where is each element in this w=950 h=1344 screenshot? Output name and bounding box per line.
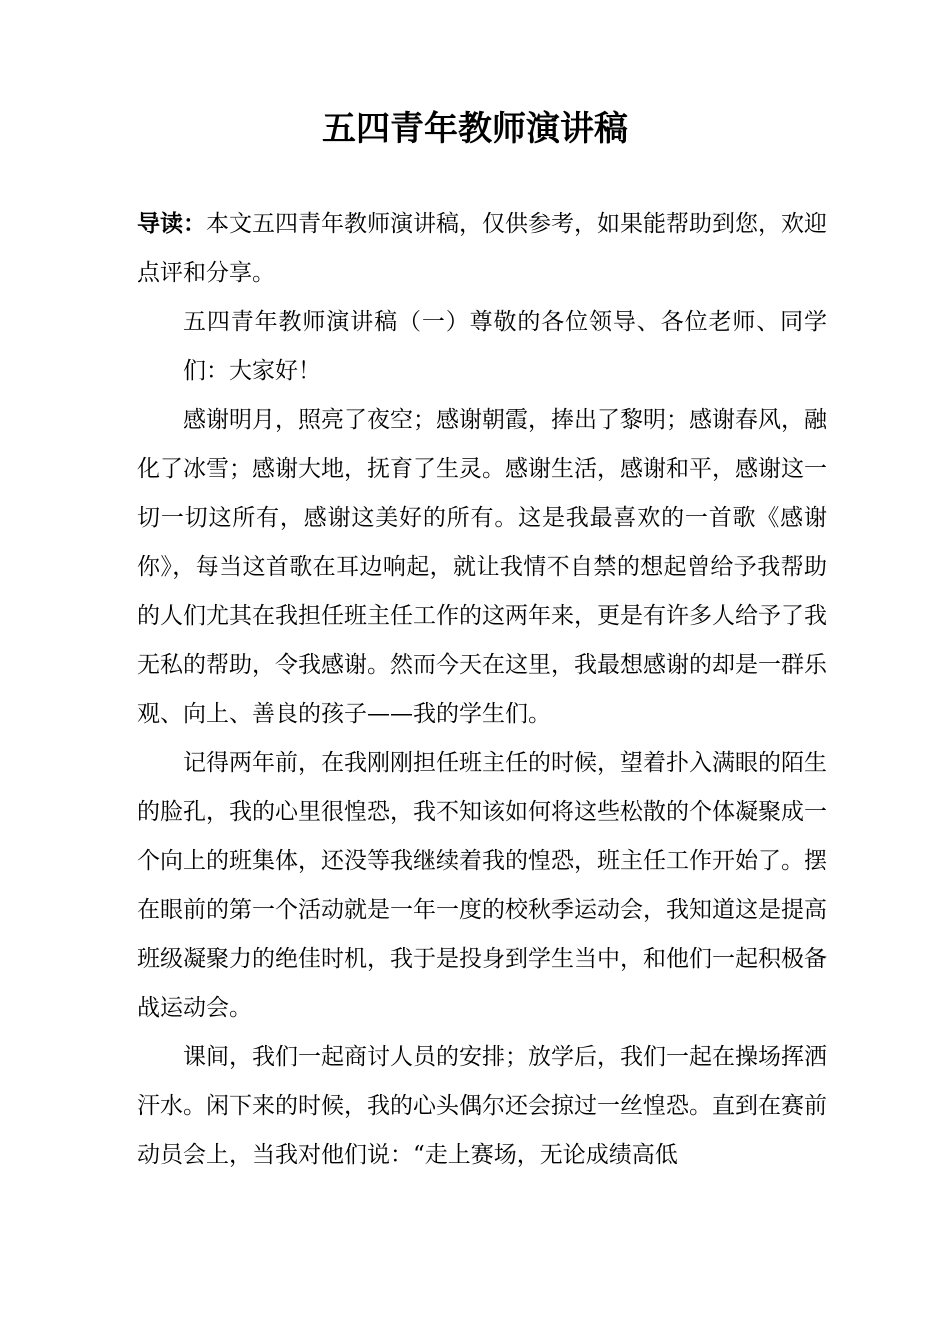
document-body — [137, 200, 827, 1180]
intro-paragraph — [137, 200, 827, 298]
body-paragraph: 课间，我们一起商讨人员的安排；放学后，我们一起在操场挥洒汗水。闲下来的时候，我的心头偶尔还会掠过一丝惶恐。直到在赛前动员会上，当我对他们说：“走上赛场，无论成绩高低 — [137, 1044, 827, 1168]
section-heading: 五四青年教师演讲稿（一）尊敬的各位领导、各位老师、同学们：大家好！ — [183, 309, 827, 384]
intro-label: 导读： — [137, 211, 206, 237]
body-paragraph: 记得两年前，在我刚刚担任班主任的时候，望着扑入满眼的陌生的脸孔，我的心里很惶恐，我不知该如何将这些松散的个体凝聚成一个向上的班集体，还没等我继续着我的惶恐，班主任工作开始了。摆在眼前的第一个活动就是一年一度的校秋季运动会，我知道这是提高班级凝聚力的绝佳时机，我于是投身到学生当中，和他们一起积极备战运动会。 — [137, 750, 827, 1021]
intro-text: 本文五四青年教师演讲稿，仅供参考，如果能帮助到您，欢迎点评和分享。 — [137, 211, 827, 286]
document-title: 五四青年教师演讲稿 — [322, 109, 628, 149]
body-paragraph: 感谢明月，照亮了夜空；感谢朝霞，捧出了黎明；感谢春风，融化了冰雪；感谢大地，抚育了生灵。感谢生活，感谢和平，感谢这一切一切这所有，感谢这美好的所有。这是我最喜欢的一首歌《感谢你》，每当这首歌在耳边响起，就让我情不自禁的想起曾给予我帮助的人们尤其在我担任班主任工作的这两年来，更是有许多人给予了我无私的帮助，令我感谢。然而今天在这里，我最想感谢的却是一群乐观、向上、善良的孩子——我的学生们。 — [137, 407, 827, 727]
